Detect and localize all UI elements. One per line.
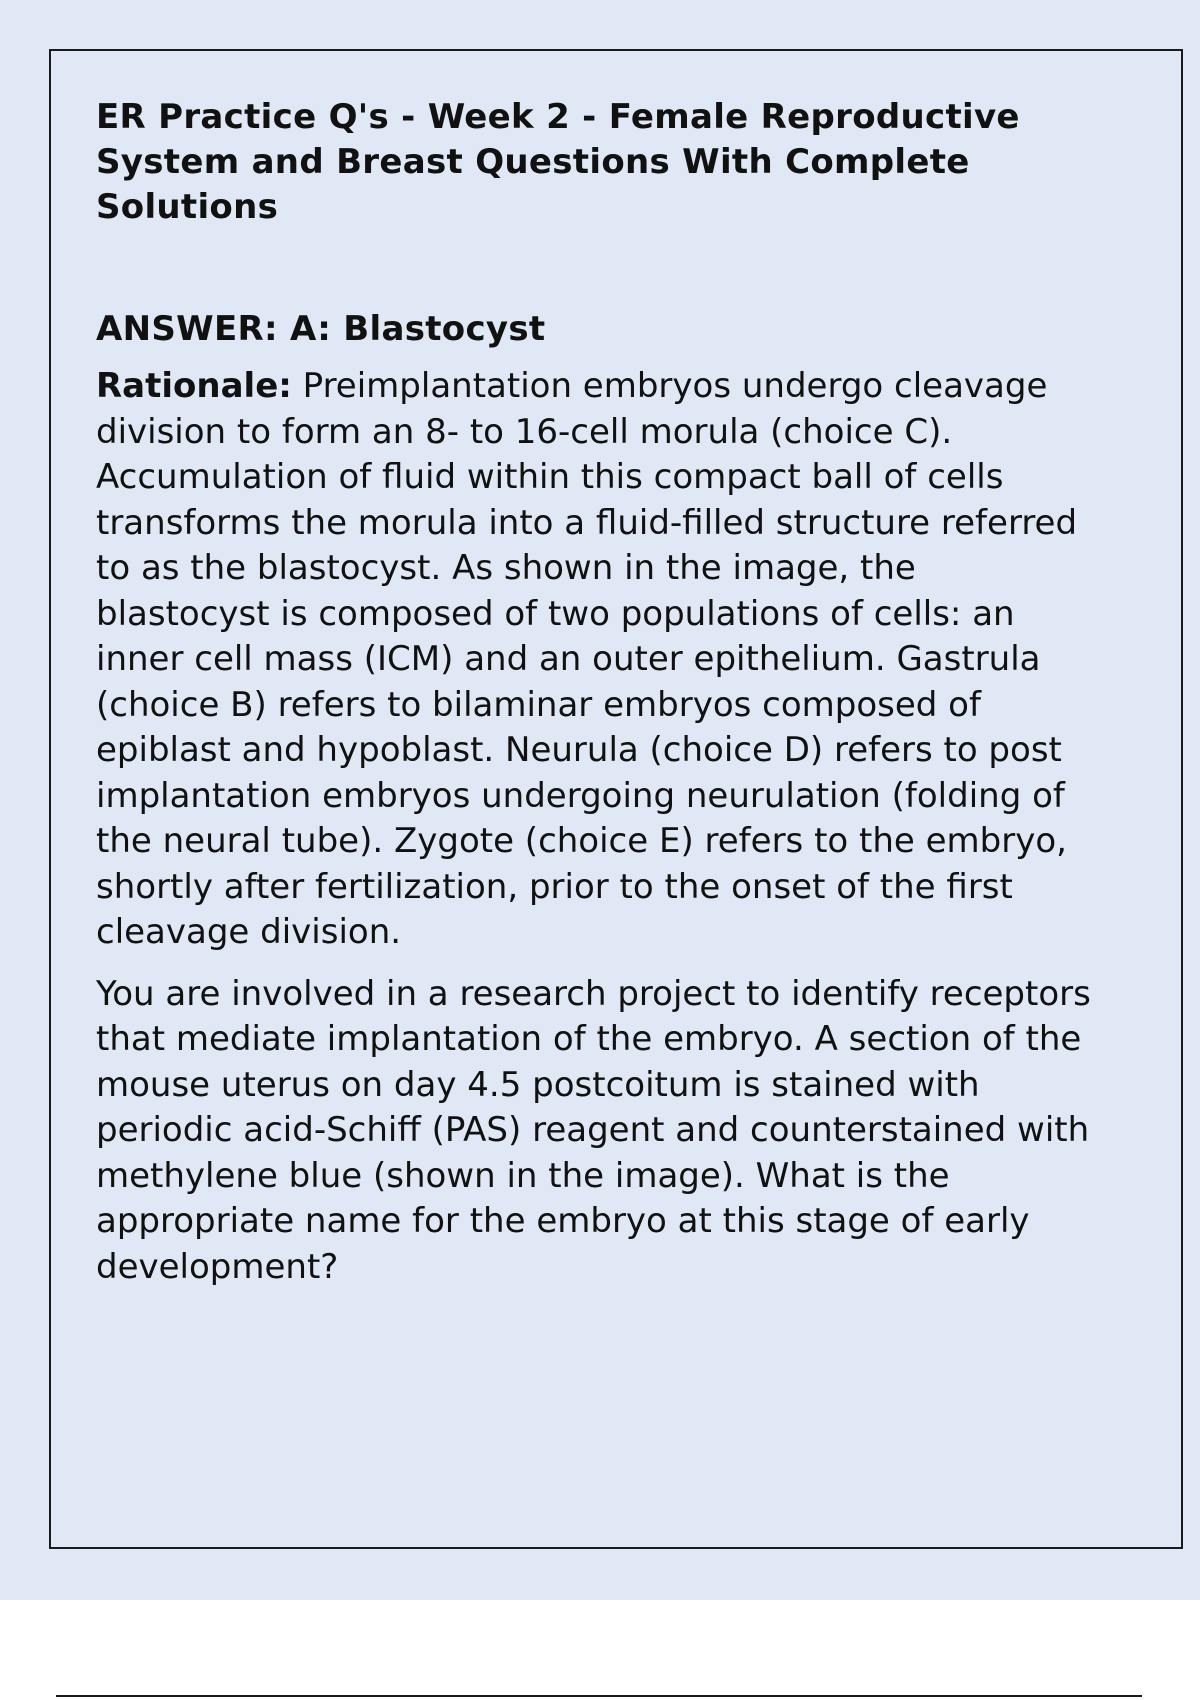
footer-divider <box>56 1695 1142 1697</box>
question-paragraph: You are involved in a research project to identify receptors that mediate implantation of the embryo. A section of the mouse uterus on day 4.5 postcoitum is stained with periodic acid-Schiff (PAS) reagent and counterstained with methylene blue (shown in the image). What is the appropriate name for the embryo at this stage of early development? <box>96 973 1091 1287</box>
document-title: ER Practice Q's - Week 2 - Female Reproductive System and Breast Questions With Complete Solutions <box>96 97 1020 227</box>
rationale-label: Rationale: <box>96 366 292 406</box>
document-body <box>96 95 1096 1290</box>
rationale-paragraph <box>96 364 1096 956</box>
rationale-text: Preimplantation embryos undergo cleavage division to form an 8- to 16-cell morula (choice C). Accumulation of fluid within this compact ball of cells transforms the morula into a fluid-filled structure referred to as the blastocyst. As shown in the image, the blastocyst is composed of two populations of cells: an inner cell mass (ICM) and an outer epithelium. Gastrula (choice B) refers to bilaminar embryos composed of epiblast and hypoblast. Neurula (choice D) refers to post implantation embryos undergoing neurulation (folding of the neural tube). Zygote (choice E) refers to the embryo, shortly after fertilization, prior to the onset of the first cleavage division. <box>96 366 1078 952</box>
answer-line: ANSWER: A: Blastocyst <box>96 309 546 349</box>
